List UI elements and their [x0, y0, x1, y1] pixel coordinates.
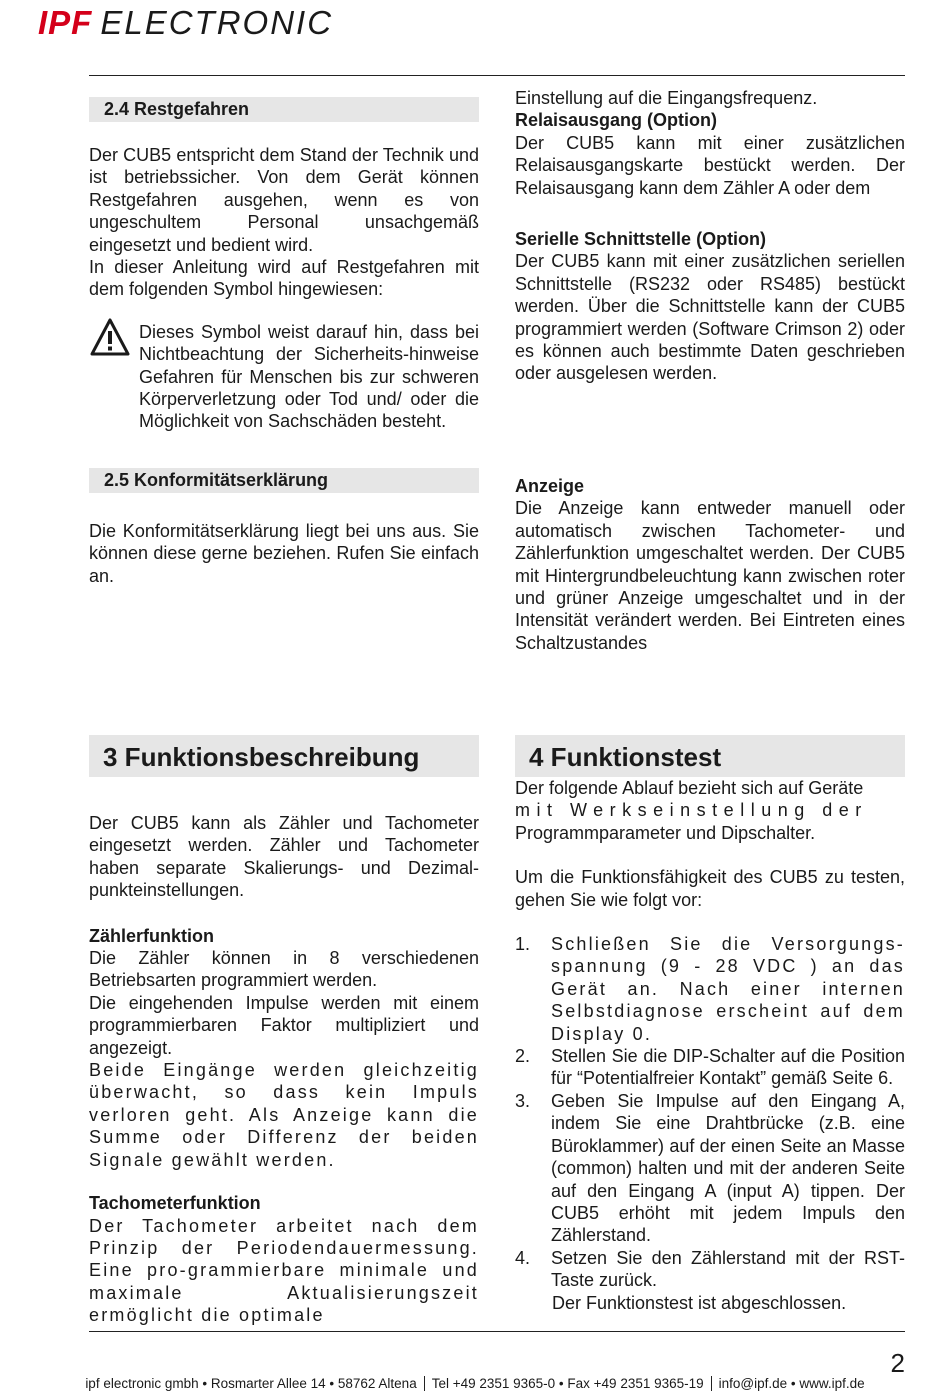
konformitaet-paragraph: Die Konformitätserklärung liegt bei uns aus. Sie können diese gerne beziehen. Rufen Sie einfach an.: [89, 520, 479, 586]
footer-phone: Tel +49 2351 9365-0 • Fax +49 2351 9365-19: [431, 1376, 704, 1391]
section-options: [515, 87, 905, 385]
zaehler-paragraph-3: Beide Eingänge werden gleichzeitig überwacht, so dass kein Impuls verloren geht. Als Anzeige kann die Summe oder Differenz der beiden Signale gewählt werden.: [89, 1060, 479, 1170]
header-rule: [89, 75, 905, 76]
section-heading-2-4: 2.4 Restgefahren: [89, 97, 479, 122]
warning-notice: [89, 321, 479, 433]
section-heading-3: 3 Funktionsbeschreibung: [89, 735, 479, 777]
section-anzeige: [515, 475, 905, 654]
restgefahren-paragraph-1: Der CUB5 entspricht dem Stand der Technik und ist betriebssicher. Von dem Gerät können Restgefahren ausgehen, wenn es von ungeschultem Personal unsachgemäß eingesetzt und bedient wird.: [89, 145, 479, 255]
section-funktionstest: [515, 735, 905, 1314]
list-item: [515, 1247, 905, 1292]
step-number: 2.: [515, 1046, 531, 1067]
warning-text: Dieses Symbol weist darauf hin, dass bei Nichtbeachtung der Sicherheits-hinweise Gefahren für Menschen bis zur schweren Körperverletzung oder Tod und/ oder die Möglichkeit von Sachschäden besteht.: [139, 321, 479, 432]
footer-company: ipf electronic gmbh • Rosmarter Allee 14 • 58762 Altena: [85, 1376, 417, 1391]
footer-separator: [711, 1376, 712, 1391]
restgefahren-paragraph-2: In dieser Anleitung wird auf Restgefahren mit dem folgenden Symbol hingewiesen:: [89, 257, 479, 300]
eingangsfrequenz-line: Einstellung auf die Eingangsfrequenz.: [515, 88, 818, 108]
step-text: Schließen Sie die Versorgungs-spannung (9 - 28 VDC ) an das Gerät an. Nach einer internen Selbstdiagnose erscheint auf dem Display 0.: [551, 934, 905, 1044]
tacho-heading: Tachometerfunktion: [89, 1193, 261, 1214]
company-logo: [38, 4, 333, 42]
funktion-intro: Der CUB5 kann als Zähler und Tachometer eingesetzt werden. Zähler und Tachometer haben separate Skalierungs- und Dezimal-punkteinstellungen.: [89, 813, 479, 901]
section-heading-2-5: 2.5 Konformitätserklärung: [89, 468, 479, 493]
relais-heading: Relaisausgang (Option): [515, 110, 718, 131]
logo-brand-rest: ELECTRONIC: [100, 4, 334, 41]
section-funktionsbeschreibung: [89, 735, 479, 1327]
zaehler-paragraph-2: Die eingehenden Impulse werden mit einem programmierbaren Faktor multipliziert und angezeigt.: [89, 992, 479, 1058]
relais-paragraph: Der CUB5 kann mit einer zusätzlichen Relaisausgangskarte bestückt werden. Der Relaisausgang kann dem Zähler A oder dem: [515, 132, 905, 198]
serial-paragraph: Der CUB5 kann mit einer zusätzlichen seriellen Schnittstelle (RS232 oder RS485) bestückt werden. Über die Schnittstelle kann der CUB5 programmiert werden (Software Crimson 2) oder es können auch bestimmte Daten geschrieben oder ausgelesen werden.: [515, 251, 905, 384]
zaehler-paragraph-1: Die Zähler können in 8 verschiedenen Betriebsarten programmiert werden.: [89, 948, 479, 991]
test-closing: Der Funktionstest ist abgeschlossen.: [552, 1292, 847, 1313]
logo-brand: IPF: [38, 4, 93, 41]
test-intro-line-3: Programmparameter und Dipschalter.: [515, 822, 816, 843]
zaehler-heading: Zählerfunktion: [89, 925, 214, 946]
step-number: 1.: [515, 934, 531, 955]
footer-rule: [89, 1331, 905, 1332]
list-item: [515, 933, 905, 1045]
test-intro-line-2: mit Werkseinstellung der: [515, 800, 868, 821]
page-footer: [0, 1376, 950, 1391]
step-text: Geben Sie Impulse auf den Eingang A, indem Sie eine Drahtbrücke (z.B. eine Büroklammer) auf der einen Seite an Masse (common) halten und mit der anderen Seite auf den Eingang A (input A) tippen. Der CUB5 erhöht mit jedem Impuls den Zählerstand.: [551, 1090, 905, 1246]
step-text: Stellen Sie die DIP-Schalter auf die Position für “Potentialfreier Kontakt” gemäß Seite 6.: [551, 1046, 905, 1089]
section-heading-4: 4 Funktionstest: [515, 735, 905, 777]
warning-triangle-icon: [89, 317, 131, 357]
test-intro-line-1: Der folgende Ablauf bezieht sich auf Geräte: [515, 778, 864, 798]
anzeige-heading: Anzeige: [515, 476, 585, 496]
tacho-paragraph: Der Tachometer arbeitet nach dem Prinzip der Periodendauermessung. Eine pro-grammierbare minimale und maximale Aktualisierungszeit ermöglicht die optimale: [89, 1215, 479, 1326]
list-item: [515, 1045, 905, 1090]
page-number: 2: [890, 1348, 905, 1378]
step-text: Setzen Sie den Zählerstand mit der RST-Taste zurück.: [551, 1247, 905, 1291]
step-number: 4.: [515, 1247, 531, 1268]
test-steps-list: [515, 933, 905, 1292]
anzeige-paragraph: Die Anzeige kann entweder manuell oder automatisch zwischen Tachometer- und Zählerfunktion umgeschaltet werden. Der CUB5 mit Hintergrundbeleuchtung kann zwischen roter und grüner Anzeige umgeschaltet und in der Intensität verändert werden. Bei Eintreten eines Schaltzustandes: [515, 498, 905, 653]
serial-heading: Serielle Schnittstelle (Option): [515, 229, 767, 250]
test-paragraph-2: Um die Funktionsfähigkeit des CUB5 zu testen, gehen Sie wie folgt vor:: [515, 867, 905, 910]
footer-web: info@ipf.de • www.ipf.de: [718, 1376, 865, 1391]
list-item: [515, 1090, 905, 1247]
section-restgefahren: [89, 97, 479, 587]
footer-separator: [424, 1376, 425, 1391]
step-number: 3.: [515, 1090, 531, 1111]
